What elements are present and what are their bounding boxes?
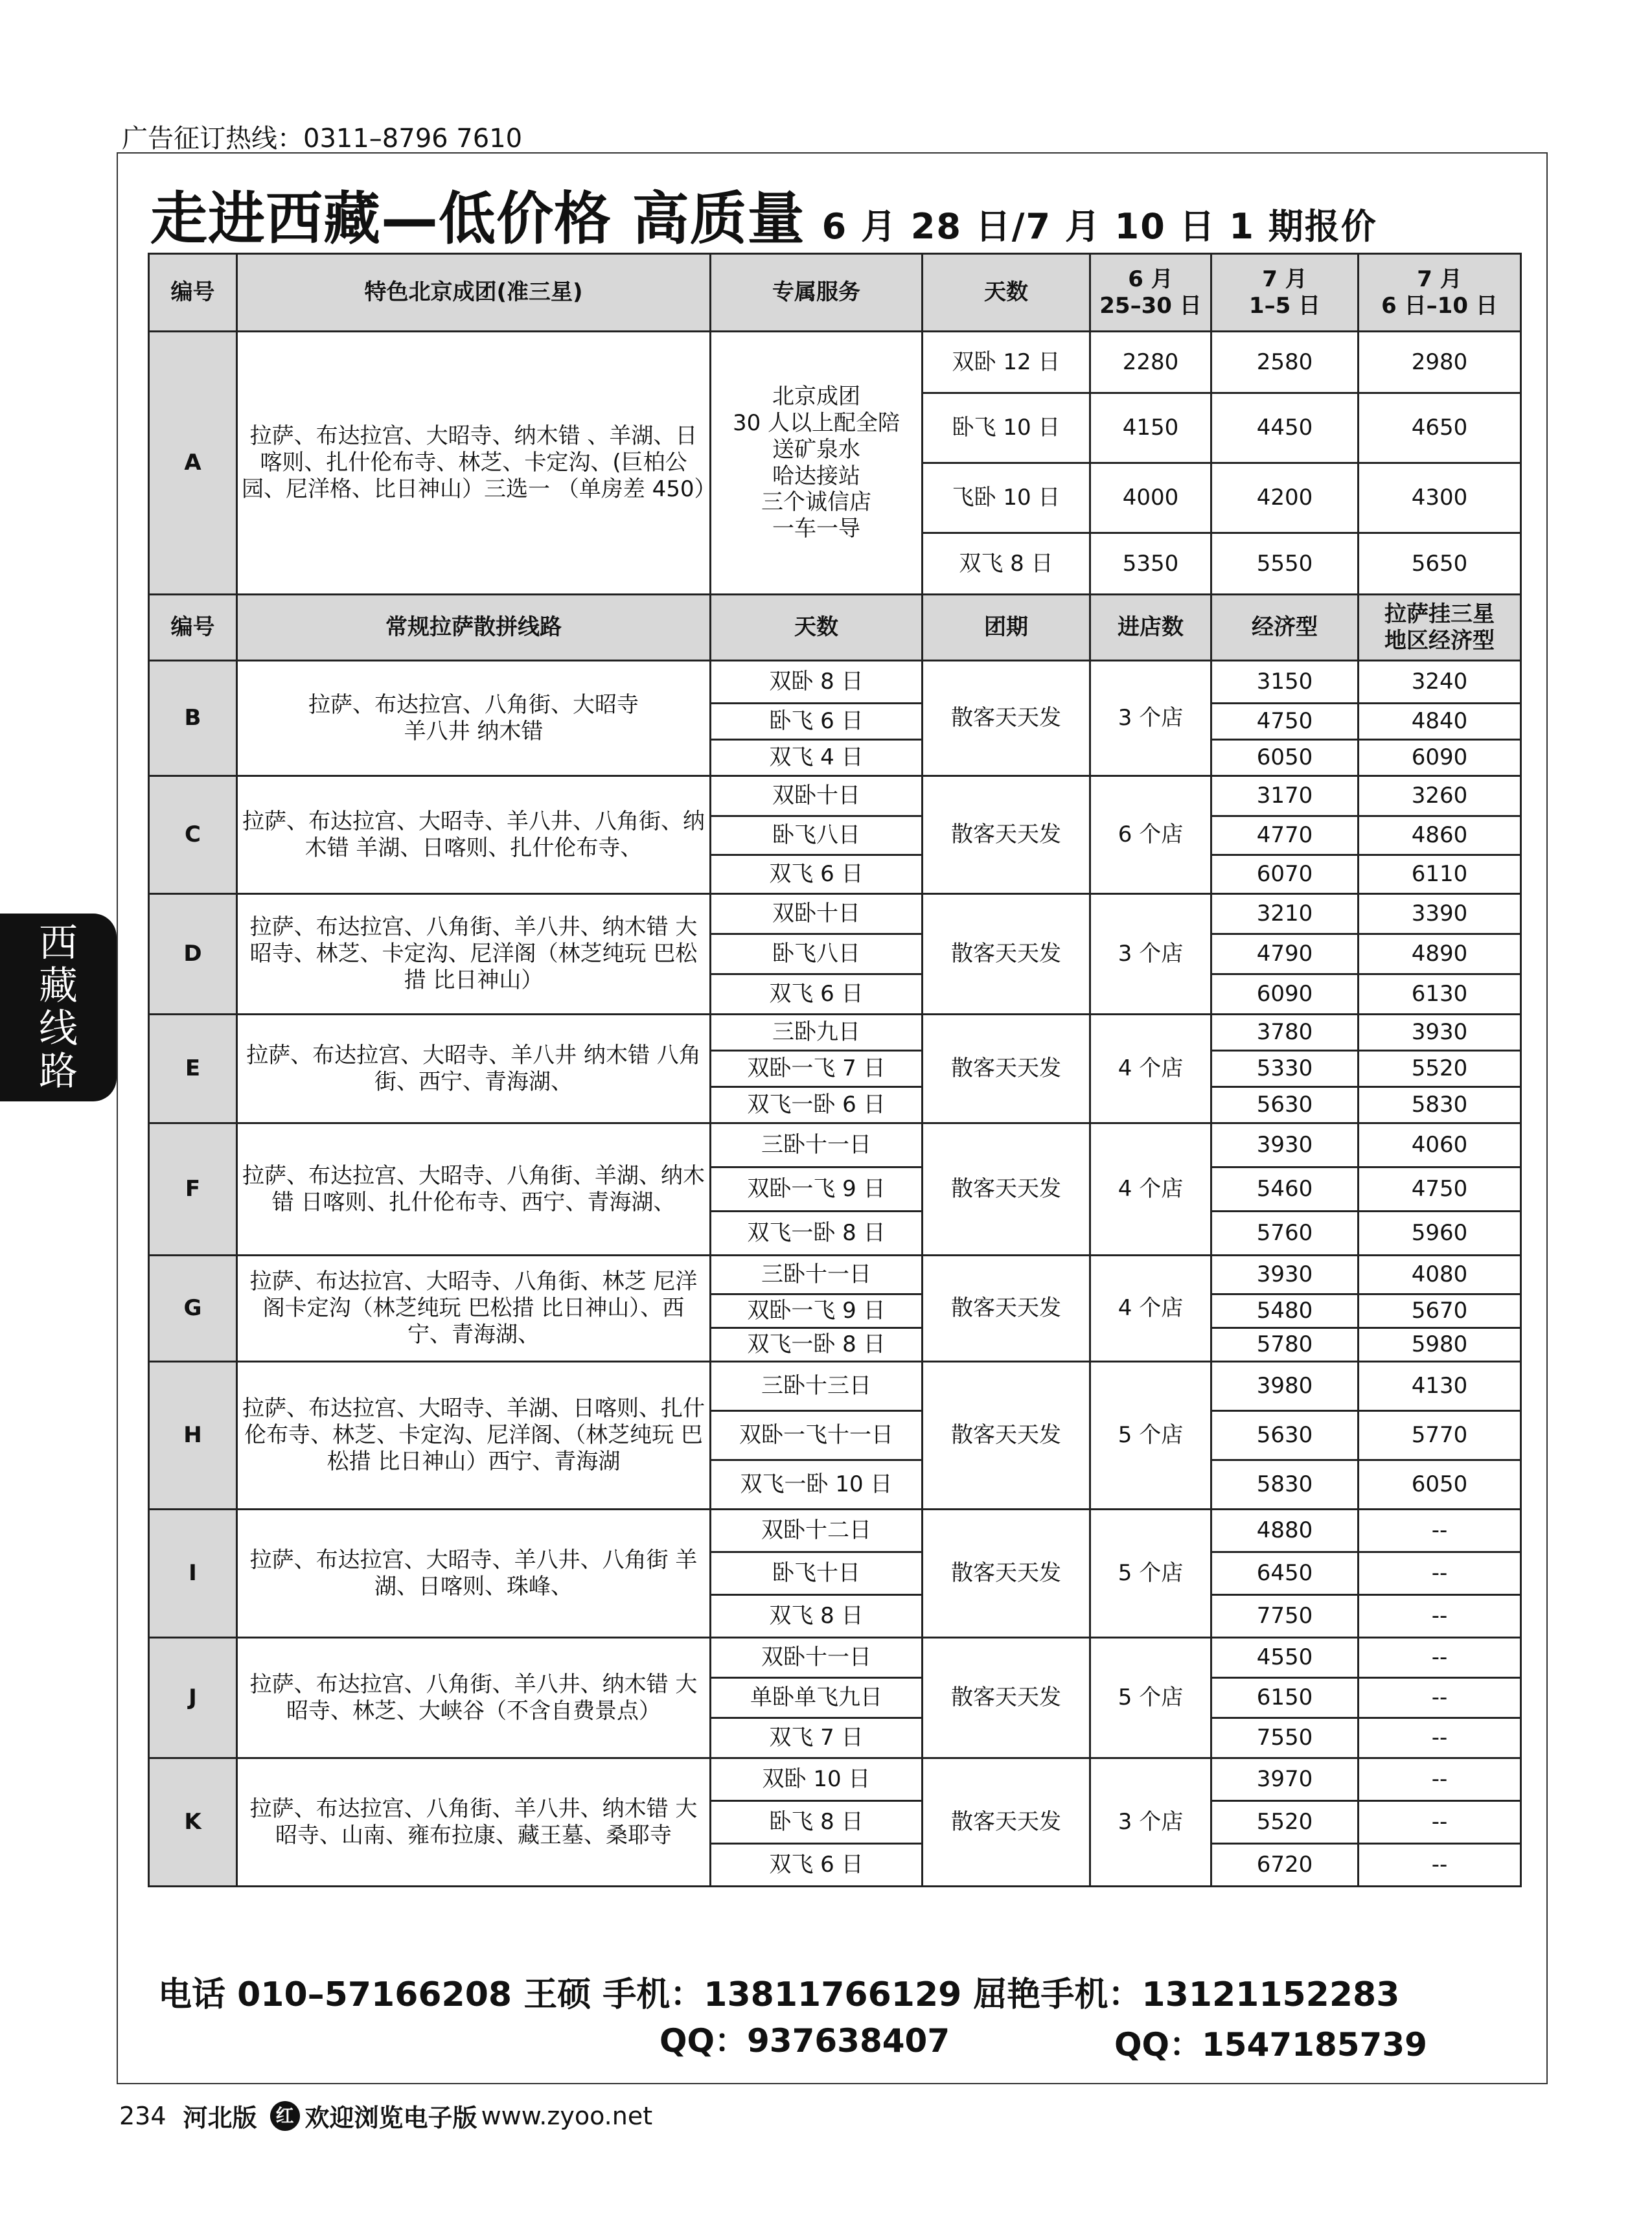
trip-days: 卧飞十日 [711,1552,923,1595]
price-economy: 4880 [1211,1510,1359,1552]
trip-days: 双飞 6 日 [711,974,923,1015]
trip-days: 卧飞八日 [711,934,923,974]
price-economy: 6090 [1211,974,1359,1015]
price-cell: 2580 [1211,332,1359,393]
trip-days: 双卧十一日 [711,1638,923,1678]
table-row [149,1638,1521,1678]
trip-days: 双飞 8 日 [923,533,1090,595]
page-title [150,174,1377,255]
header-period-1: 6 月 25–30 日 [1090,254,1211,332]
group-schedule: 散客天天发 [923,1638,1090,1758]
site-url: www.zyoo.net [481,2101,653,2130]
trip-days: 双卧一飞十一日 [711,1411,923,1460]
page-number: 234 [119,2101,166,2130]
price-lhasa-economy: -- [1359,1595,1521,1638]
trip-days: 双卧一飞 9 日 [711,1167,923,1212]
price-lhasa-economy: 6050 [1359,1460,1521,1510]
trip-days: 三卧十三日 [711,1362,923,1411]
contact-phones: 电话 010–57166208 王硕 手机：13811766129 屈艳手机：13121152283 [158,1975,1400,2014]
trip-days: 双飞一卧 8 日 [711,1212,923,1256]
price-lhasa-economy: 4890 [1359,934,1521,974]
shop-count: 4 个店 [1090,1123,1211,1256]
trip-days: 单卧单飞九日 [711,1678,923,1718]
title-main: 走进西藏—低价格 高质量 [150,185,805,252]
trip-days: 三卧十一日 [711,1123,923,1167]
side-section-tab [0,914,117,1101]
price-economy: 5760 [1211,1212,1359,1256]
price-lhasa-economy: -- [1359,1552,1521,1595]
price-lhasa-economy: 5830 [1359,1087,1521,1123]
route-service: 北京成团 30 人以上配全陪 送矿泉水 哈达接站 三个诚信店 一车一导 [711,332,923,595]
trip-days: 双卧 8 日 [711,661,923,704]
route-description: 拉萨、布达拉宫、大昭寺、羊八井、八角街 羊湖、日喀则、珠峰、 [237,1510,711,1638]
price-table [148,253,1522,1887]
shop-count: 3 个店 [1090,1758,1211,1887]
shop-count: 4 个店 [1090,1015,1211,1123]
table-row [149,894,1521,934]
table-row [149,776,1521,816]
price-economy: 4550 [1211,1638,1359,1678]
group-schedule: 散客天天发 [923,1256,1090,1362]
price-table-body [149,254,1521,1887]
trip-days: 卧飞 8 日 [711,1801,923,1844]
price-lhasa-economy: 6090 [1359,740,1521,776]
price-lhasa-economy: 4860 [1359,816,1521,855]
header-code: 编号 [149,254,237,332]
trip-days: 双飞一卧 8 日 [711,1328,923,1362]
trip-days: 双飞 6 日 [711,855,923,894]
shop-count: 5 个店 [1090,1362,1211,1510]
table-row [149,1015,1521,1051]
price-economy: 6070 [1211,855,1359,894]
table-row [149,1123,1521,1167]
route-description: 拉萨、布达拉宫、大昭寺、羊湖、日喀则、扎什伦布寺、林芝、卡定沟、尼洋阁、（林芝纯玩 巴松措 比日神山）西宁、青海湖 [237,1362,711,1510]
trip-days: 双卧十日 [711,894,923,934]
price-economy: 7750 [1211,1595,1359,1638]
group-schedule: 散客天天发 [923,1015,1090,1123]
page-footer [119,2098,652,2133]
price-lhasa-economy: 3260 [1359,776,1521,816]
table-row [149,332,1521,393]
price-economy: 5630 [1211,1411,1359,1460]
table-row [149,1758,1521,1801]
header-route-a: 特色北京成团(准三星) [237,254,711,332]
header-period-3: 7 月 6 日–10 日 [1359,254,1521,332]
price-economy: 5480 [1211,1294,1359,1328]
route-code: J [149,1638,237,1758]
price-lhasa-economy: -- [1359,1678,1521,1718]
table-row [149,595,1521,661]
trip-days: 双飞 8 日 [711,1595,923,1638]
route-code: A [149,332,237,595]
side-tab-char: 线 [39,1006,78,1052]
route-code: H [149,1362,237,1510]
price-cell: 4000 [1090,463,1211,533]
group-schedule: 散客天天发 [923,1123,1090,1256]
route-code: K [149,1758,237,1887]
price-lhasa-economy: -- [1359,1758,1521,1801]
shop-count: 4 个店 [1090,1256,1211,1362]
table-row [149,1510,1521,1552]
trip-days: 双飞一卧 10 日 [711,1460,923,1510]
group-schedule: 散客天天发 [923,661,1090,776]
price-lhasa-economy: 6130 [1359,974,1521,1015]
side-tab-char: 路 [39,1049,78,1094]
side-tab-char: 西 [39,921,78,966]
shop-count: 5 个店 [1090,1638,1211,1758]
price-lhasa-economy: -- [1359,1510,1521,1552]
price-lhasa-economy: 3930 [1359,1015,1521,1051]
header-days: 天数 [923,254,1090,332]
trip-days: 双飞 4 日 [711,740,923,776]
trip-days: 双卧 12 日 [923,332,1090,393]
route-code: D [149,894,237,1015]
route-description: 拉萨、布达拉宫、大昭寺、羊八井、八角街、纳木错 羊湖、日喀则、扎什伦布寺、 [237,776,711,894]
trip-days: 卧飞 10 日 [923,393,1090,463]
price-economy: 6720 [1211,1844,1359,1887]
price-lhasa-economy: 6110 [1359,855,1521,894]
header-group: 团期 [923,595,1090,661]
group-schedule: 散客天天发 [923,1362,1090,1510]
price-economy: 5830 [1211,1460,1359,1510]
price-lhasa-economy: 4130 [1359,1362,1521,1411]
price-cell: 2980 [1359,332,1521,393]
price-economy: 3150 [1211,661,1359,704]
group-schedule: 散客天天发 [923,776,1090,894]
trip-days: 卧飞八日 [711,816,923,855]
route-code: C [149,776,237,894]
route-description: 拉萨、布达拉宫、八角街、羊八井、纳木错 大昭寺、林芝、卡定沟、尼洋阁（林芝纯玩 巴松措 比日神山） [237,894,711,1015]
price-economy: 5460 [1211,1167,1359,1212]
route-description: 拉萨、布达拉宫、八角街、羊八井、纳木错 大昭寺、林芝、大峡谷（不含自费景点） [237,1638,711,1758]
trip-days: 双卧一飞 9 日 [711,1294,923,1328]
price-lhasa-economy: 4080 [1359,1256,1521,1294]
group-schedule: 散客天天发 [923,1510,1090,1638]
price-economy: 5630 [1211,1087,1359,1123]
route-code: E [149,1015,237,1123]
group-schedule: 散客天天发 [923,1758,1090,1887]
trip-days: 双卧十日 [711,776,923,816]
price-economy: 3970 [1211,1758,1359,1801]
price-lhasa-economy: 5520 [1359,1051,1521,1087]
trip-days: 双卧一飞 7 日 [711,1051,923,1087]
route-description: 拉萨、布达拉宫、大昭寺、八角街、林芝 尼洋阁卡定沟（林芝纯玩 巴松措 比日神山）、西宁、青海湖、 [237,1256,711,1362]
price-lhasa-economy: 3390 [1359,894,1521,934]
trip-days: 双飞 7 日 [711,1718,923,1758]
price-lhasa-economy: -- [1359,1801,1521,1844]
price-economy: 6450 [1211,1552,1359,1595]
price-cell: 4650 [1359,393,1521,463]
shop-count: 6 个店 [1090,776,1211,894]
table-row [149,1256,1521,1294]
price-cell: 5350 [1090,533,1211,595]
price-cell: 5650 [1359,533,1521,595]
hong-logo-icon: 红 [270,2101,300,2131]
price-economy: 3930 [1211,1256,1359,1294]
ad-hotline: 广告征订热线：0311–8796 7610 [122,124,523,154]
route-code: I [149,1510,237,1638]
price-economy: 3930 [1211,1123,1359,1167]
price-lhasa-economy: -- [1359,1638,1521,1678]
route-description: 拉萨、布达拉宫、大昭寺、羊八井 纳木错 八角街、西宁、青海湖、 [237,1015,711,1123]
route-description: 拉萨、布达拉宫、八角街、大昭寺 羊八井 纳木错 [237,661,711,776]
price-cell: 4200 [1211,463,1359,533]
price-economy: 3170 [1211,776,1359,816]
table-row [149,1362,1521,1411]
header-days: 天数 [711,595,923,661]
price-cell: 5550 [1211,533,1359,595]
trip-days: 双卧 10 日 [711,1758,923,1801]
header-code: 编号 [149,595,237,661]
contact-qq-1: QQ：937638407 [660,2022,950,2060]
route-description: 拉萨、布达拉宫、八角街、羊八井、纳木错 大昭寺、山南、雍布拉康、藏王墓、桑耶寺 [237,1758,711,1887]
trip-days: 飞卧 10 日 [923,463,1090,533]
price-lhasa-economy: 5980 [1359,1328,1521,1362]
route-description: 拉萨、布达拉宫、大昭寺、八角街、羊湖、纳木错 日喀则、扎什伦布寺、西宁、青海湖、 [237,1123,711,1256]
welcome-text: 欢迎浏览电子版 [304,2104,477,2132]
price-lhasa-economy: -- [1359,1718,1521,1758]
shop-count: 3 个店 [1090,661,1211,776]
route-code: G [149,1256,237,1362]
header-lhasa-economy: 拉萨挂三星 地区经济型 [1359,595,1521,661]
price-lhasa-economy: 4060 [1359,1123,1521,1167]
price-lhasa-economy: 5770 [1359,1411,1521,1460]
header-period-2: 7 月 1–5 日 [1211,254,1359,332]
price-lhasa-economy: 5960 [1359,1212,1521,1256]
price-economy: 3780 [1211,1015,1359,1051]
route-description: 拉萨、布达拉宫、大昭寺、纳木错 、羊湖、日喀则、扎什伦布寺、林芝、卡定沟、(巨柏公园、尼洋格、比日神山）三选一 （单房差 450） [237,332,711,595]
header-service: 专属服务 [711,254,923,332]
header-shops: 进店数 [1090,595,1211,661]
price-lhasa-economy: -- [1359,1844,1521,1887]
price-economy: 4770 [1211,816,1359,855]
trip-days: 三卧十一日 [711,1256,923,1294]
price-cell: 2280 [1090,332,1211,393]
price-economy: 3210 [1211,894,1359,934]
table-row [149,254,1521,332]
table-row [149,661,1521,704]
price-economy: 5330 [1211,1051,1359,1087]
price-economy: 3980 [1211,1362,1359,1411]
route-code: F [149,1123,237,1256]
price-economy: 6150 [1211,1678,1359,1718]
route-code: B [149,661,237,776]
trip-days: 双飞 6 日 [711,1844,923,1887]
price-cell: 4150 [1090,393,1211,463]
trip-days: 卧飞 6 日 [711,704,923,740]
price-lhasa-economy: 5670 [1359,1294,1521,1328]
side-tab-char: 藏 [39,963,78,1009]
price-cell: 4300 [1359,463,1521,533]
price-lhasa-economy: 4750 [1359,1167,1521,1212]
price-cell: 4450 [1211,393,1359,463]
contact-qq-2: QQ：1547185739 [1114,2026,1427,2064]
price-economy: 5520 [1211,1801,1359,1844]
price-economy: 4790 [1211,934,1359,974]
shop-count: 5 个店 [1090,1510,1211,1638]
price-economy: 7550 [1211,1718,1359,1758]
shop-count: 3 个店 [1090,894,1211,1015]
trip-days: 双卧十二日 [711,1510,923,1552]
header-route-b: 常规拉萨散拼线路 [237,595,711,661]
edition-label: 河北版 [183,2104,257,2132]
price-economy: 4750 [1211,704,1359,740]
group-schedule: 散客天天发 [923,894,1090,1015]
trip-days: 三卧九日 [711,1015,923,1051]
price-lhasa-economy: 4840 [1359,704,1521,740]
title-sub: 6 月 28 日/7 月 10 日 1 期报价 [821,206,1377,247]
price-lhasa-economy: 3240 [1359,661,1521,704]
trip-days: 双飞一卧 6 日 [711,1087,923,1123]
header-economy: 经济型 [1211,595,1359,661]
price-economy: 6050 [1211,740,1359,776]
price-economy: 5780 [1211,1328,1359,1362]
